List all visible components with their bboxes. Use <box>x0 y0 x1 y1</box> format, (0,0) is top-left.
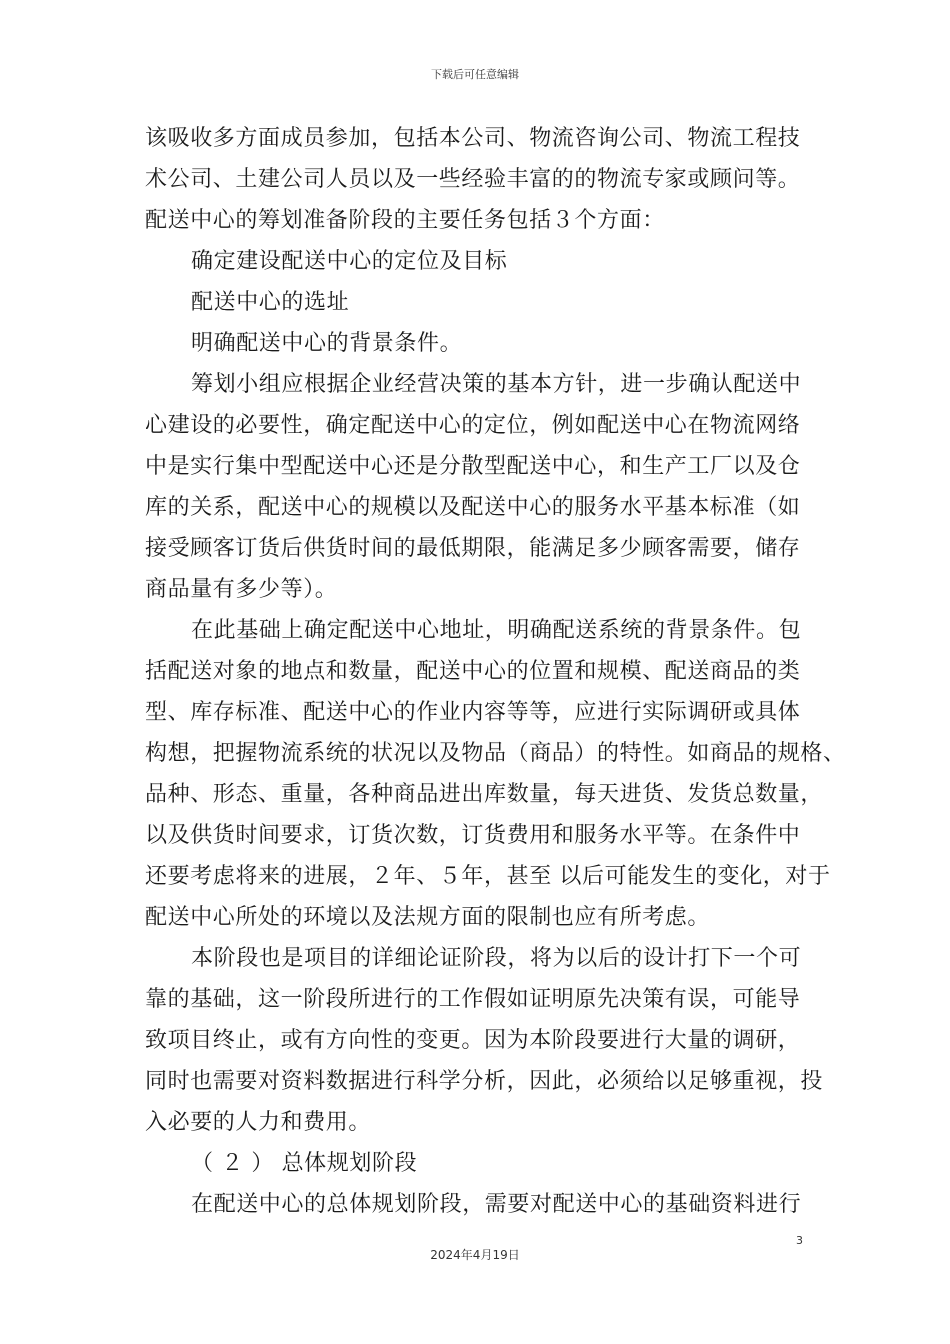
text-line: 心建设的必要性，确定配送中心的定位，例如配送中心在物流网络 <box>145 413 801 438</box>
text-line: 该吸收多方面成员参加，包括本公司、物流咨询公司、物流工程技 <box>145 126 801 151</box>
text-line: 靠的基础，这一阶段所进行的工作假如证明原先决策有误，可能导 <box>145 987 801 1012</box>
document-body <box>145 118 846 1225</box>
text-line: 配送中心的选址 <box>191 290 350 315</box>
text-line: 在此基础上确定配送中心地址，明确配送系统的背景条件。包 <box>191 618 802 643</box>
text-line: 商品量有多少等）。 <box>145 577 338 602</box>
text-line: 配送中心的筹划准备阶段的主要任务包括３个方面： <box>145 208 665 233</box>
text-line: 型、库存标准、配送中心的作业内容等等，应进行实际调研或具体 <box>145 700 801 725</box>
text-line: 术公司、土建公司人员以及一些经验丰富的的物流专家或顾问等。 <box>145 167 801 192</box>
text-line: （ ２ ） 总体规划阶段 <box>191 1151 418 1176</box>
text-line: 明确配送中心的背景条件。 <box>191 331 463 356</box>
text-line: 构想，把握物流系统的状况以及物品（商品）的特性。如商品的规格、 <box>145 741 846 766</box>
text-line: 接受顾客订货后供货时间的最低期限，能满足多少顾客需要，储存 <box>145 536 801 561</box>
text-line: 在配送中心的总体规划阶段，需要对配送中心的基础资料进行 <box>191 1192 802 1217</box>
page-number: 3 <box>796 1234 803 1247</box>
text-line: 入必要的人力和费用。 <box>145 1110 372 1135</box>
text-line: 库的关系，配送中心的规模以及配送中心的服务水平基本标准（如 <box>145 495 801 520</box>
text-line: 筹划小组应根据企业经营决策的基本方针，进一步确认配送中 <box>191 372 802 397</box>
text-line: 以及供货时间要求，订货次数，订货费用和服务水平等。在条件中 <box>145 823 801 848</box>
text-line: 本阶段也是项目的详细论证阶段，将为以后的设计打下一个可 <box>191 946 802 971</box>
text-line: 还要考虑将来的进展，２年、５年，甚至 以后可能发生的变化，对于 <box>145 864 831 889</box>
text-line: 致项目终止，或有方向性的变更。因为本阶段要进行大量的调研， <box>145 1028 801 1053</box>
text-line: 配送中心所处的环境以及法规方面的限制也应有所考虑。 <box>145 905 711 930</box>
page-header: 下载后可任意编辑 <box>431 68 519 81</box>
text-line: 品种、形态、重量，各种商品进出库数量，每天进货、发货总数量， <box>145 782 824 807</box>
text-line: 中是实行集中型配送中心还是分散型配送中心，和生产工厂以及仓 <box>145 454 801 479</box>
text-line: 同时也需要对资料数据进行科学分析，因此，必须给以足够重视，投 <box>145 1069 824 1094</box>
text-line: 括配送对象的地点和数量，配送中心的位置和规模、配送商品的类 <box>145 659 801 684</box>
text-line: 确定建设配送中心的定位及目标 <box>191 249 508 274</box>
page-footer-date: 2024年4月19日 <box>430 1248 520 1262</box>
